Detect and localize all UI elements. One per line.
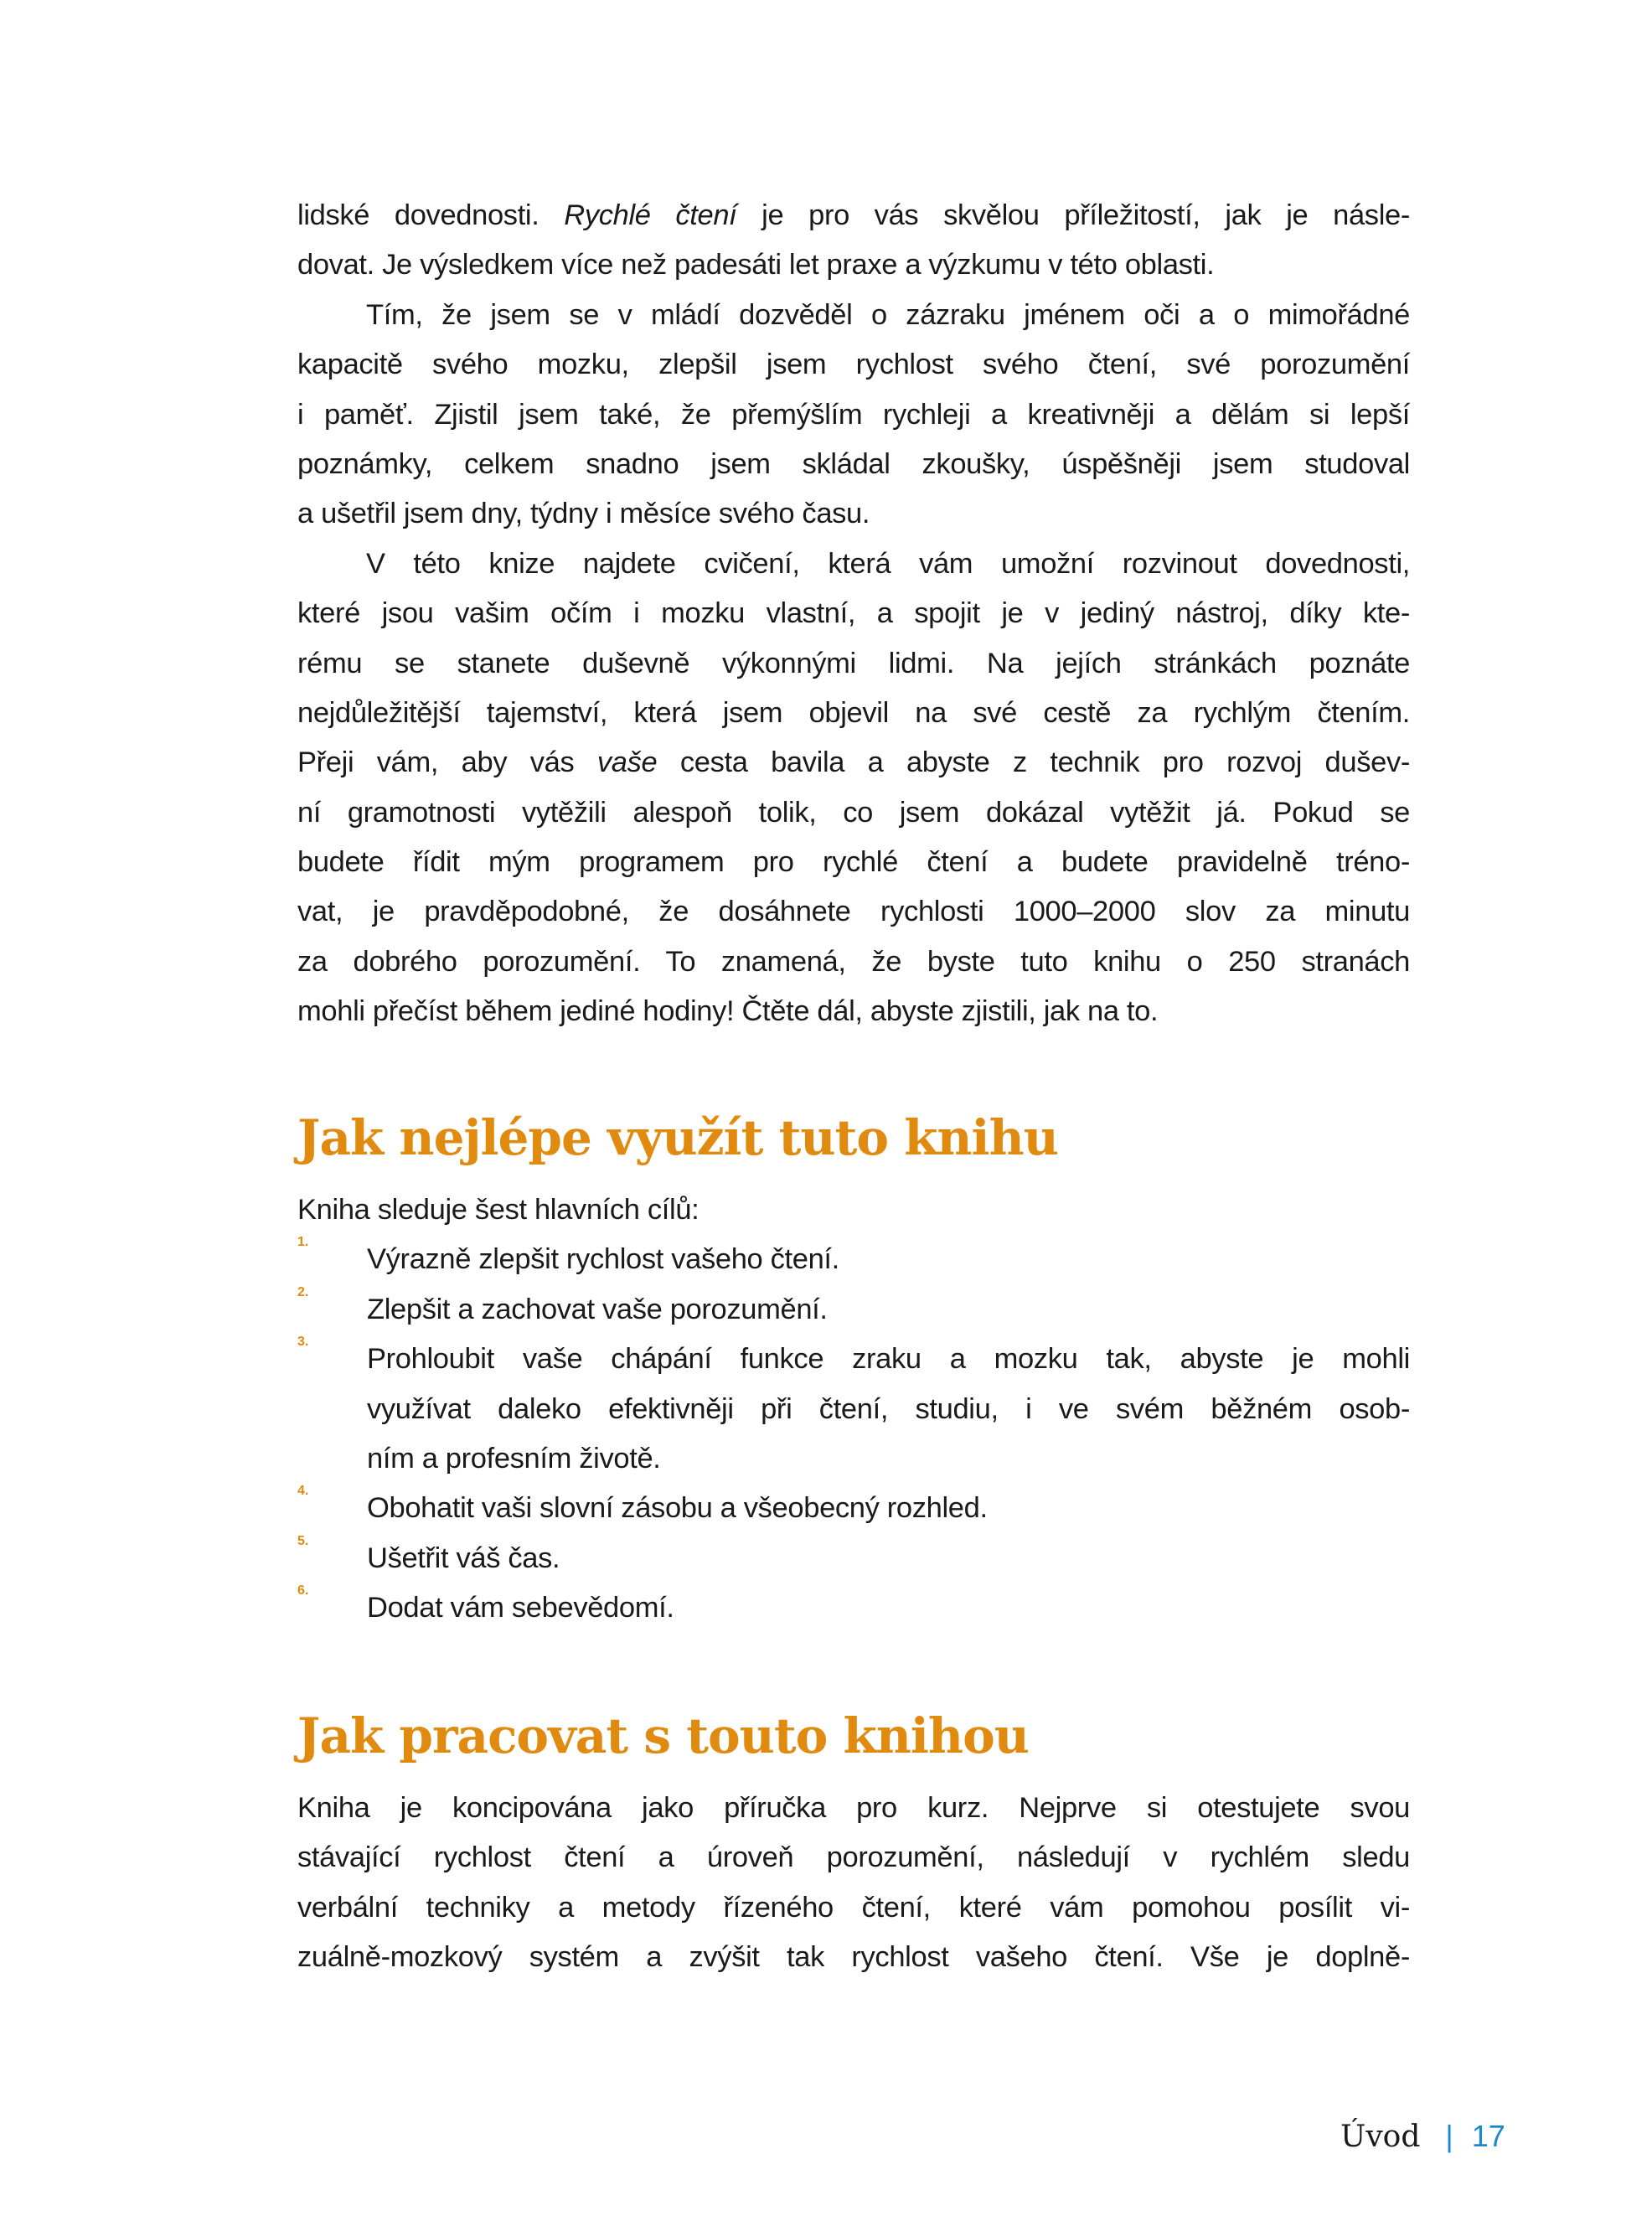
goal-number: 4. [297,1484,309,1499]
text-line: kapacitě svého mozku, zlepšil jsem rychlost svého čtení, své porozumění [297,349,1410,381]
text-line: verbální techniky a metody řízeného čtení, které vám pomohou posílit vi- [297,1891,1410,1924]
page-footer [1340,2113,1505,2161]
text-line: poznámky, celkem snadno jsem skládal zkoušky, úspěšněji jsem studoval [297,447,1410,480]
text-line: stávající rychlost čtení a úroveň porozumění, následují v rychlém sledu [297,1841,1410,1874]
text-line: Tím, že jsem se v mládí dozvěděl o zázraku jménem oči a o mimořádné [366,298,1410,331]
text-line: budete řídit mým programem pro rychlé čtení a budete pravidelně tréno- [297,846,1410,879]
goals-lead: Kniha sleduje šest hlavních cílů: [297,1194,700,1226]
goal-number: 3. [297,1335,309,1350]
heading-how-to-work: Jak pracovat s touto knihou [297,1707,1029,1764]
text-line: Přeji vám, aby vás vaše cesta bavila a abyste z technik pro rozvoj dušev- [297,746,1410,779]
goal-text-line: ním a profesním životě. [367,1442,661,1475]
intro-text [297,191,1410,1037]
goal-number: 1. [297,1235,309,1250]
goal-item [297,1335,1410,1484]
goal-number: 2. [297,1284,309,1299]
text-line: V této knize najdete cvičení, která vám umožní rozvinout dovednosti, [366,547,1410,580]
goal-number: 5. [297,1533,309,1548]
goal-item [297,1235,1410,1284]
italic-phrase: vaše [596,746,658,779]
text-line: které jsou vašim očím i mozku vlastní, a spojit je v jediný nástroj, díky kte- [297,597,1410,630]
goal-text-line: Obohatit vaši slovní zásobu a všeobecný rozhled. [367,1492,988,1525]
page-number: 17 [1471,2119,1505,2153]
goals-section [297,1185,1410,1634]
text-line: mohli přečíst během jediné hodiny! Čtěte dál, abyste zjistili, jak na to. [297,995,1159,1028]
text-line: dovat. Je výsledkem více než padesáti let praxe a výzkumu v této oblasti. [297,249,1215,281]
text-line: za dobrého porozumění. To znamená, že byste tuto knihu o 250 stranách [297,945,1410,978]
goal-text-line: využívat daleko efektivněji při čtení, studiu, i ve svém běžném osob- [367,1392,1410,1425]
goal-item [297,1583,1410,1633]
goal-text-line: Ušetřit váš čas. [367,1542,560,1574]
text-line: a ušetřil jsem dny, týdny i měsíce svého času. [297,498,870,530]
section-name: Úvod [1340,2120,1421,2154]
italic-phrase: Rychlé čtení [564,199,737,231]
footer-separator: | [1445,2119,1453,2153]
text-line: Kniha je koncipována jako příručka pro kurz. Nejprve si otestujete svou [297,1792,1410,1824]
text-line: zuálně-mozkový systém a zvýšit tak rychlost vašeho čtení. Vše je doplně- [297,1941,1410,1974]
text-line: nejdůležitější tajemství, která jsem objevil na své cestě za rychlým čtením. [297,696,1410,729]
goal-item [297,1484,1410,1533]
text-line: rému se stanete duševně výkonnými lidmi. Na jejích stránkách poznáte [297,647,1410,679]
goal-item [297,1534,1410,1583]
text-line: i paměť. Zjistil jsem také, že přemýšlím rychleji a kreativněji a dělám si lepší [297,398,1410,431]
text-line: lidské dovednosti. Rychlé čtení je pro vás skvělou příležitostí, jak je násle- [297,199,1410,231]
goal-number: 6. [297,1583,309,1598]
text-line: ní gramotnosti vytěžili alespoň tolik, co jsem dokázal vytěžit já. Pokud se [297,796,1410,829]
goal-text-line: Zlepšit a zachovat vaše porozumění. [367,1293,828,1325]
text-line: vat, je pravděpodobné, že dosáhnete rychlosti 1000–2000 slov za minutu [297,896,1410,928]
goal-text-line: Dodat vám sebevědomí. [367,1592,674,1624]
goal-text-line: Prohloubit vaše chápání funkce zraku a mozku tak, abyste je mohli [367,1343,1410,1376]
goals-list [297,1235,1410,1633]
goal-text-line: Výrazně zlepšit rychlost vašeho čtení. [367,1243,839,1276]
heading-how-to-use: Jak nejlépe využít tuto knihu [297,1109,1058,1166]
work-text [297,1784,1410,1983]
goal-item [297,1285,1410,1335]
